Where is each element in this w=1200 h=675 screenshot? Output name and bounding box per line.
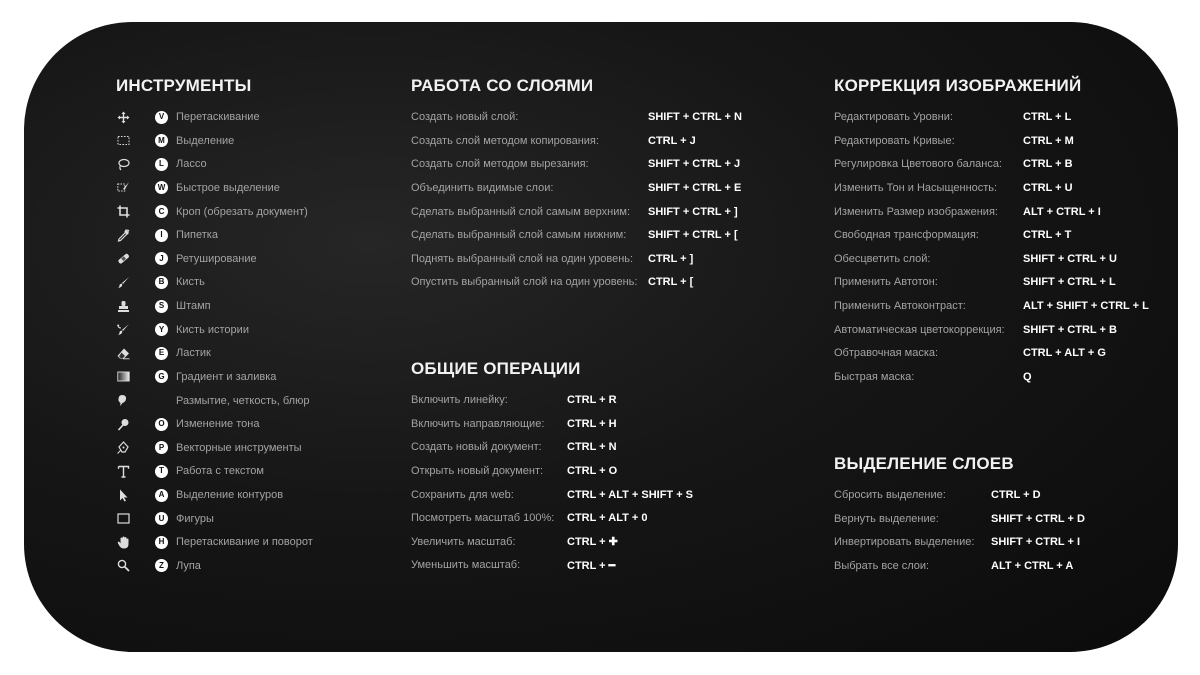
shortcut-key-badge: J [155,252,168,265]
tool-label: Ретуширование [176,252,257,265]
shortcut-description: Открыть новый документ: [411,464,544,477]
shortcut-keys: SHIFT + CTRL + I [991,536,1081,549]
tool-row [116,321,356,339]
shortcut-keys: Q [1023,370,1032,383]
shortcut-row [834,321,1149,339]
dodge-icon [116,417,130,431]
tool-row [116,557,356,575]
shortcut-keys: CTRL + ━ [567,559,616,572]
tool-row [116,179,356,197]
shortcut-keys: CTRL + ALT + SHIFT + S [567,488,694,501]
tool-label: Выделение [176,134,235,147]
shortcut-keys: SHIFT + CTRL + E [648,181,742,194]
shortcut-key-badge: B [155,276,168,289]
shortcut-key-badge: Y [155,323,168,336]
shortcut-keys: CTRL + ALT + 0 [567,512,648,525]
shortcut-keys: CTRL + U [1023,181,1073,194]
tool-label: Изменение тона [176,418,260,431]
shortcut-row [411,250,771,268]
shortcut-row [411,179,771,197]
zoom-icon [116,559,130,573]
shortcut-description: Регулировка Цветового баланса: [834,158,1002,171]
shortcut-keys: CTRL + T [1023,229,1072,242]
shortcut-description: Создать новый слой: [411,111,519,123]
crop-icon [116,205,130,219]
shortcut-description: Вернуть выделение: [834,512,939,525]
tool-row [116,462,356,480]
shortcut-description: Уменьшить масштаб: [411,559,521,572]
tool-row [116,297,356,315]
shortcut-keys: CTRL + N [567,441,617,454]
tool-row [116,415,356,433]
shortcut-description: Сделать выбранный слой самым верхним: [411,205,631,218]
tool-label: Кроп (обрезать документ) [176,205,308,218]
shortcut-keys: CTRL + ALT + G [1023,347,1106,360]
tool-label: Работа с текстом [176,465,264,478]
shortcut-keys: SHIFT + CTRL + N [648,111,742,123]
shortcut-key-badge: M [155,134,168,147]
shortcut-description: Поднять выбранный слой на один уровень: [411,252,634,265]
tool-row [116,533,356,551]
shortcut-row [411,155,771,173]
shortcut-key-badge: C [155,205,168,218]
bandage-icon [116,252,130,266]
tool-row [116,510,356,528]
shortcut-key-badge: V [155,111,168,124]
shortcut-row [411,556,741,574]
shortcut-row [834,486,1134,504]
shortcut-description: Включить направляющие: [411,417,545,430]
marquee-icon [116,134,130,148]
general-title: ОБЩИЕ ОПЕРАЦИИ [411,359,581,378]
shortcut-description: Применить Автотон: [834,276,938,289]
shortcut-row [834,510,1134,528]
shortcut-row [834,155,1149,173]
tools-title: ИНСТРУМЕНТЫ [116,76,252,95]
shortcut-key-badge: E [155,347,168,360]
tool-label: Штамп [176,300,211,313]
shortcut-key-badge: U [155,512,168,525]
shortcut-keys: CTRL + O [567,464,618,477]
shortcut-row [411,391,741,409]
shortcut-description: Редактировать Кривые: [834,134,955,147]
move-icon [116,110,130,124]
shortcut-description: Посмотреть масштаб 100%: [411,512,555,525]
shortcut-keys: CTRL + R [567,394,617,406]
tool-label: Ластик [176,347,211,360]
shortcut-description: Изменить Тон и Насыщенность: [834,181,998,194]
shortcut-description: Увеличить масштаб: [411,535,516,548]
shortcut-key-badge: W [155,181,168,194]
gradient-icon [116,370,130,384]
shortcut-description: Применить Автоконтраст: [834,300,966,313]
tool-row [116,344,356,362]
shortcut-keys: ALT + CTRL + A [991,559,1074,572]
shortcut-keys: ALT + CTRL + I [1023,205,1101,218]
tool-label: Кисть истории [176,323,249,336]
hand-icon [116,535,130,549]
shortcut-description: Создать слой методом вырезания: [411,158,589,171]
shortcut-row [411,108,771,126]
history-brush-icon [116,323,130,337]
shortcut-row [834,226,1149,244]
shortcut-row [834,344,1149,362]
shortcut-row [834,297,1149,315]
shortcut-description: Быстрая маска: [834,370,915,383]
tool-label: Перетаскивание и поворот [176,536,313,549]
tool-label: Выделение контуров [176,489,284,502]
shortcut-keys: CTRL + H [567,417,617,430]
tool-row [116,368,356,386]
shortcut-keys: CTRL + ✚ [567,536,618,549]
shortcut-keys: CTRL + [ [648,276,694,289]
shortcut-description: Создать слой методом копирования: [411,134,599,147]
shortcut-description: Объединить видимые слои: [411,181,554,194]
shortcut-description: Сбросить выделение: [834,489,946,501]
shortcut-key-badge: I [155,229,168,242]
cheatsheet-panel [24,22,1178,652]
shortcut-row [411,273,771,291]
shortcut-key-badge: S [155,300,168,313]
tool-row [116,132,356,150]
shortcut-description: Сохранить для web: [411,488,514,501]
shortcut-row [834,368,1149,386]
tool-label: Размытие, четкость, блюр [176,394,310,407]
tool-row [116,203,356,221]
eraser-icon [116,346,130,360]
shortcut-key-badge: T [155,465,168,478]
tool-row [116,486,356,504]
shortcut-row [834,557,1134,575]
shortcut-description: Редактировать Уровни: [834,111,953,123]
shortcut-description: Обтравочная маска: [834,347,939,360]
shortcut-row [834,203,1149,221]
shortcut-description: Включить линейку: [411,394,508,406]
shortcut-key-badge: L [155,158,168,171]
shortcut-keys: SHIFT + CTRL + D [991,512,1085,525]
shortcut-row [411,132,771,150]
tool-row [116,250,356,268]
shortcut-row [834,533,1134,551]
quick-select-icon [116,181,130,195]
rectangle-icon [116,512,130,526]
shortcut-row [411,533,741,551]
stamp-icon [116,299,130,313]
shortcut-keys: SHIFT + CTRL + J [648,158,741,171]
tool-row [116,155,356,173]
shortcut-row [834,250,1149,268]
shortcut-description: Изменить Размер изображения: [834,205,998,218]
tool-label: Перетаскивание [176,111,260,123]
shortcut-keys: CTRL + ] [648,252,694,265]
shortcut-description: Опустить выбранный слой на один уровень: [411,276,638,289]
shortcut-row [411,509,741,527]
shortcut-key-badge: H [155,536,168,549]
shortcut-row [411,438,741,456]
shortcut-description: Обесцветить слой: [834,252,931,265]
eyedropper-icon [116,228,130,242]
tool-label: Лассо [176,158,207,171]
tool-label: Фигуры [176,512,214,525]
tool-label: Градиент и заливка [176,370,277,383]
shortcut-keys: SHIFT + CTRL + U [1023,252,1117,265]
shortcut-row [411,486,741,504]
shortcut-row [834,273,1149,291]
shortcut-key-badge: Z [155,559,168,572]
tool-row [116,392,356,410]
shortcut-keys: SHIFT + CTRL + B [1023,323,1117,336]
shortcut-keys: CTRL + D [991,489,1041,501]
layers-title: РАБОТА СО СЛОЯМИ [411,76,594,95]
shortcut-keys: SHIFT + CTRL + [ [648,229,738,242]
tool-row [116,439,356,457]
blur-icon [116,394,130,408]
type-icon [116,464,130,478]
tool-row [116,273,356,291]
shortcut-row [834,179,1149,197]
pen-icon [116,441,130,455]
shortcut-keys: CTRL + M [1023,134,1074,147]
shortcut-keys: CTRL + B [1023,158,1073,171]
shortcut-keys: SHIFT + CTRL + ] [648,205,738,218]
shortcut-description: Сделать выбранный слой самым нижним: [411,229,627,242]
shortcut-description: Создать новый документ: [411,441,542,454]
shortcut-key-badge: G [155,370,168,383]
shortcut-keys: CTRL + J [648,134,696,147]
shortcut-row [411,226,771,244]
shortcut-row [834,108,1149,126]
shortcut-row [411,203,771,221]
tool-label: Кисть [176,276,205,289]
shortcut-row [411,415,741,433]
brush-icon [116,275,130,289]
shortcut-description: Выбрать все слои: [834,559,930,572]
shortcut-description: Инвертировать выделение: [834,536,975,549]
tool-label: Векторные инструменты [176,441,302,454]
shortcut-description: Автоматическая цветокоррекция: [834,323,1005,336]
shortcut-key-badge: A [155,489,168,502]
tool-row [116,226,356,244]
shortcut-row [411,462,741,480]
tool-label: Лупа [176,559,201,572]
shortcut-keys: CTRL + L [1023,111,1072,123]
path-select-icon [116,488,130,502]
tool-row [116,108,356,126]
shortcut-keys: SHIFT + CTRL + L [1023,276,1116,289]
shortcut-key-badge: O [155,418,168,431]
correction-title: КОРРЕКЦИЯ ИЗОБРАЖЕНИЙ [834,76,1082,95]
selection-title: ВЫДЕЛЕНИЕ СЛОЕВ [834,454,1014,473]
shortcut-keys: ALT + SHIFT + CTRL + L [1023,300,1149,313]
shortcut-key-badge: P [155,441,168,454]
shortcut-description: Свободная трансформация: [834,229,979,242]
shortcut-row [834,132,1149,150]
tool-label: Пипетка [176,229,218,242]
lasso-icon [116,157,130,171]
tool-label: Быстрое выделение [176,181,280,194]
